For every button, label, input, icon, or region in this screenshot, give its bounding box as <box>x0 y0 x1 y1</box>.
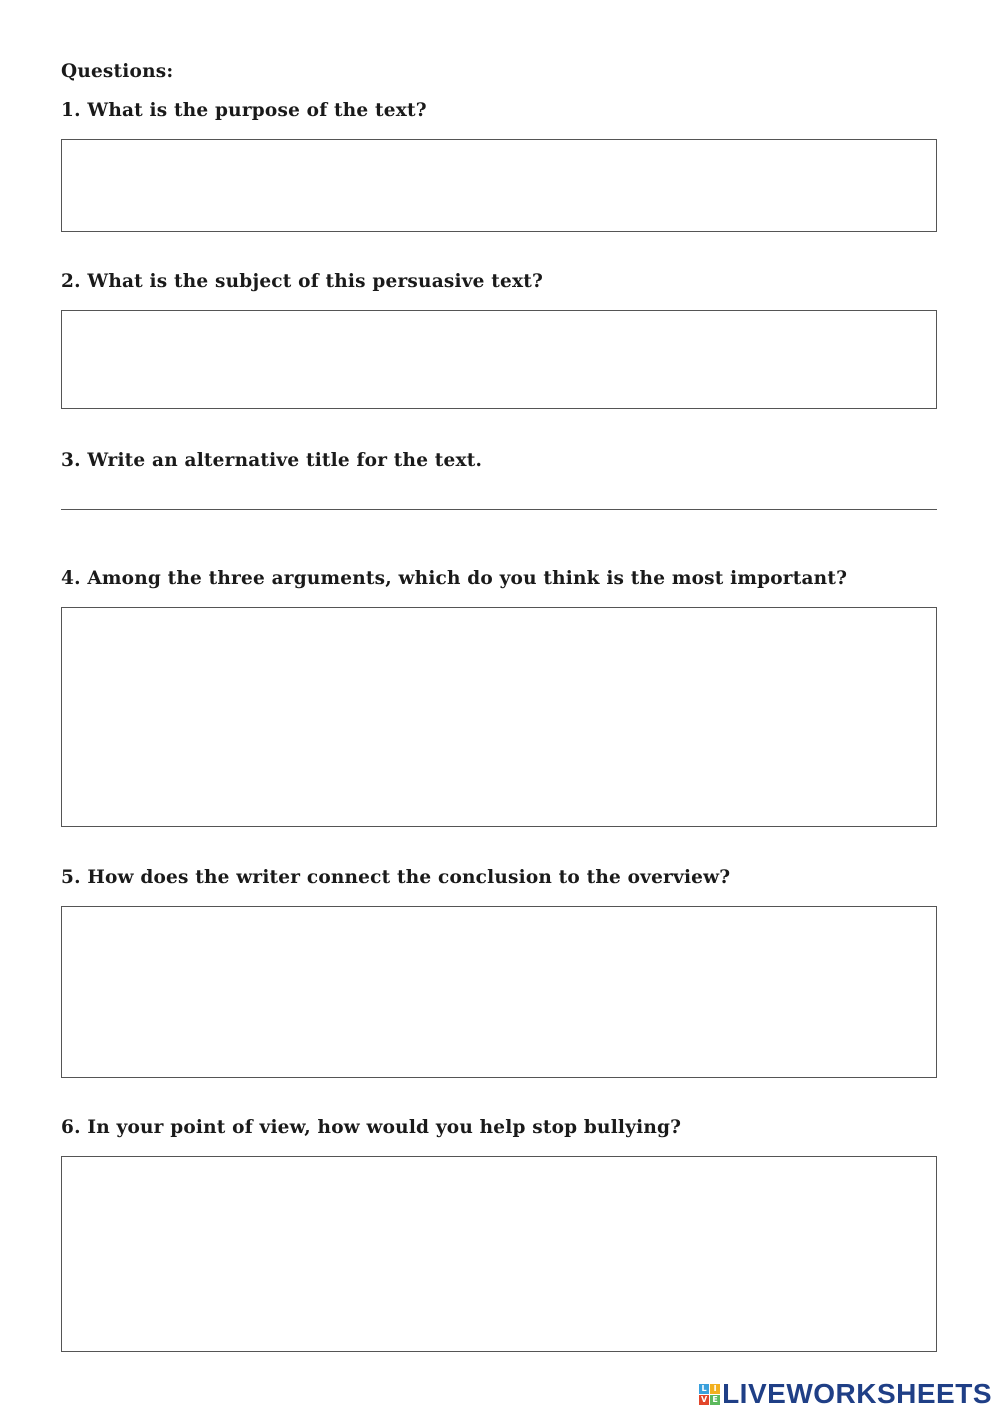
logo-tile-l: L <box>699 1384 709 1394</box>
question-6-answer-box[interactable] <box>61 1156 937 1352</box>
question-6-label: 6. In your point of view, how would you help stop bullying? <box>61 1117 682 1138</box>
question-4-label: 4. Among the three arguments, which do you think is the most important? <box>61 568 848 589</box>
question-3-answer-line[interactable] <box>61 494 937 510</box>
brand-wordmark: LIVEWORKSHEETS <box>722 1378 992 1409</box>
question-4-answer-box[interactable] <box>61 607 937 827</box>
question-2-label: 2. What is the subject of this persuasive text? <box>61 271 544 292</box>
question-3-label: 3. Write an alternative title for the text. <box>61 450 483 471</box>
logo-tile-e: E <box>710 1395 720 1405</box>
question-5-label: 5. How does the writer connect the conclusion to the overview? <box>61 867 731 888</box>
logo-tile-i: I <box>710 1384 720 1394</box>
question-1-answer-box[interactable] <box>61 139 937 232</box>
logo-tile-v: V <box>700 1394 708 1404</box>
liveworksheets-brand <box>699 1377 992 1411</box>
liveworksheets-logo-icon <box>699 1384 720 1405</box>
question-5-answer-box[interactable] <box>61 906 937 1078</box>
question-1-label: 1. What is the purpose of the text? <box>61 100 427 121</box>
question-2-answer-box[interactable] <box>61 310 937 409</box>
page-title: Questions: <box>61 61 174 82</box>
